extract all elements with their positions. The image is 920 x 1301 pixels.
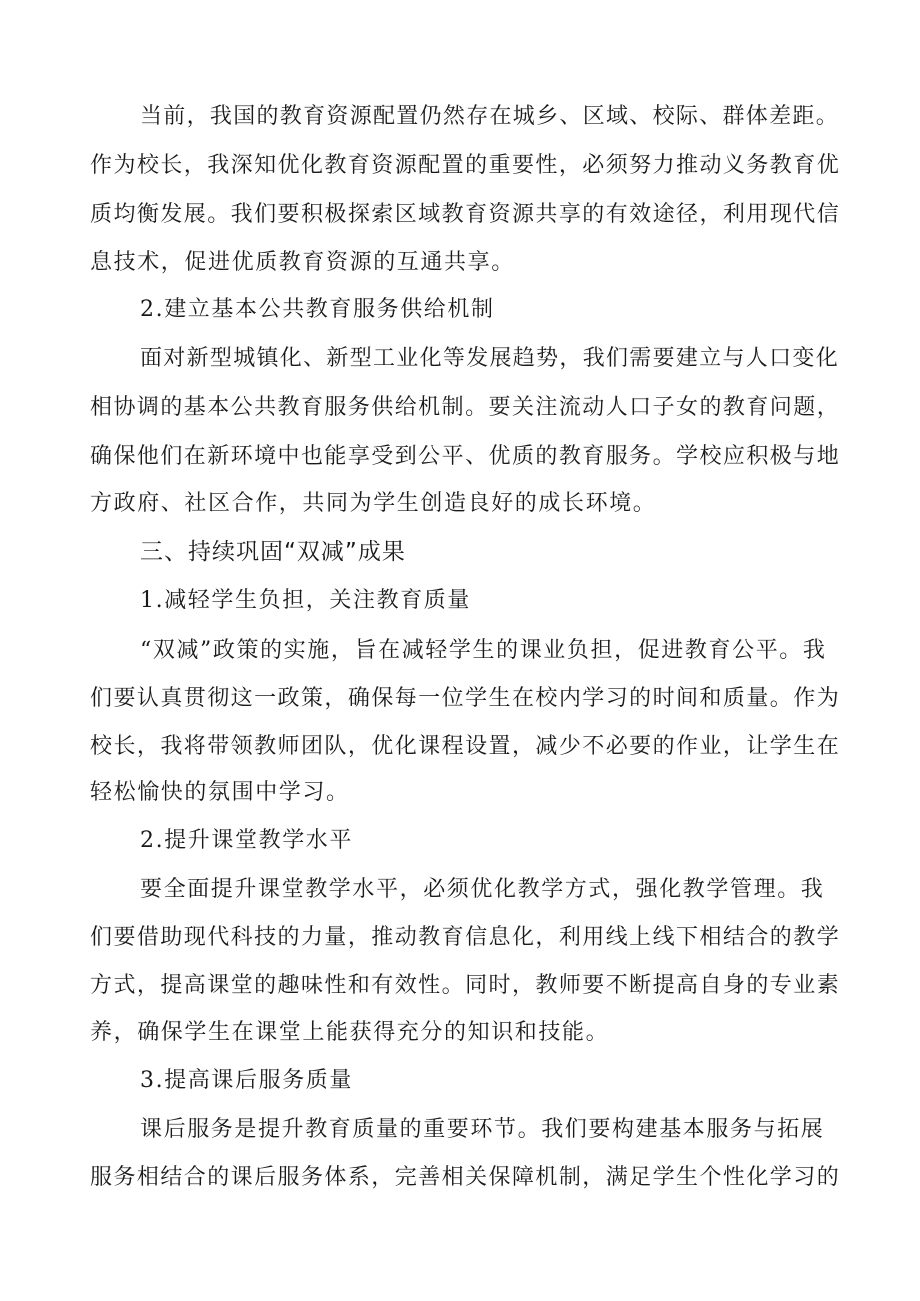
paragraph-line: 相协调的基本公共教育服务供给机制。要关注流动人口子女的教育问题， — [90, 395, 840, 420]
paragraph-line: “双减”政策的实施，旨在减轻学生的课业负担，促进教育公平。我 — [140, 638, 827, 663]
paragraph-line: 服务相结合的课后服务体系，完善相关保障机制，满足学生个性化学习的 — [90, 1165, 840, 1190]
paragraph-line: 轻松愉快的氛围中学习。 — [90, 780, 350, 805]
paragraph-line: 方政府、社区合作，共同为学生创造良好的成长环境。 — [90, 491, 657, 516]
paragraph-line: 们要认真贯彻这一政策，确保每一位学生在校内学习的时间和质量。作为 — [90, 686, 840, 711]
paragraph-line: 当前，我国的教育资源配置仍然存在城乡、区域、校际、群体差距。 — [140, 104, 840, 129]
paragraph-line: 质均衡发展。我们要积极探索区域教育资源共享的有效途径，利用现代信 — [90, 202, 840, 227]
paragraph-line: 课后服务是提升教育质量的重要环节。我们要构建基本服务与拓展 — [140, 1117, 825, 1142]
paragraph-line: 们要借助现代科技的力量，推动教育信息化，利用线上线下相结合的教学 — [90, 925, 840, 950]
subheading: 2.建立基本公共教育服务供给机制 — [140, 297, 495, 322]
section-heading: 三、持续巩固“双减”成果 — [140, 539, 406, 565]
subheading: 1.减轻学生负担，关注教育质量 — [140, 588, 471, 613]
paragraph-line: 方式，提高课堂的趣味性和有效性。同时，教师要不断提高自身的专业素 — [90, 973, 840, 998]
paragraph-line: 作为校长，我深知优化教育资源配置的重要性，必须努力推动义务教育优 — [90, 153, 840, 178]
subheading: 3.提高课后服务质量 — [140, 1068, 353, 1093]
paragraph-line: 校长，我将带领教师团队，优化课程设置，减少不必要的作业，让学生在 — [90, 734, 840, 759]
paragraph-line: 面对新型城镇化、新型工业化等发展趋势，我们需要建立与人口变化 — [140, 346, 840, 371]
paragraph-line: 要全面提升课堂教学水平，必须优化教学方式，强化教学管理。我 — [140, 877, 825, 902]
paragraph-line: 息技术，促进优质教育资源的互通共享。 — [90, 250, 515, 275]
subheading: 2.提升课堂教学水平 — [140, 828, 353, 853]
paragraph-line: 养，确保学生在课堂上能获得充分的知识和技能。 — [90, 1020, 610, 1045]
paragraph-line: 确保他们在新环境中也能享受到公平、优质的教育服务。学校应积极与地 — [90, 444, 840, 469]
